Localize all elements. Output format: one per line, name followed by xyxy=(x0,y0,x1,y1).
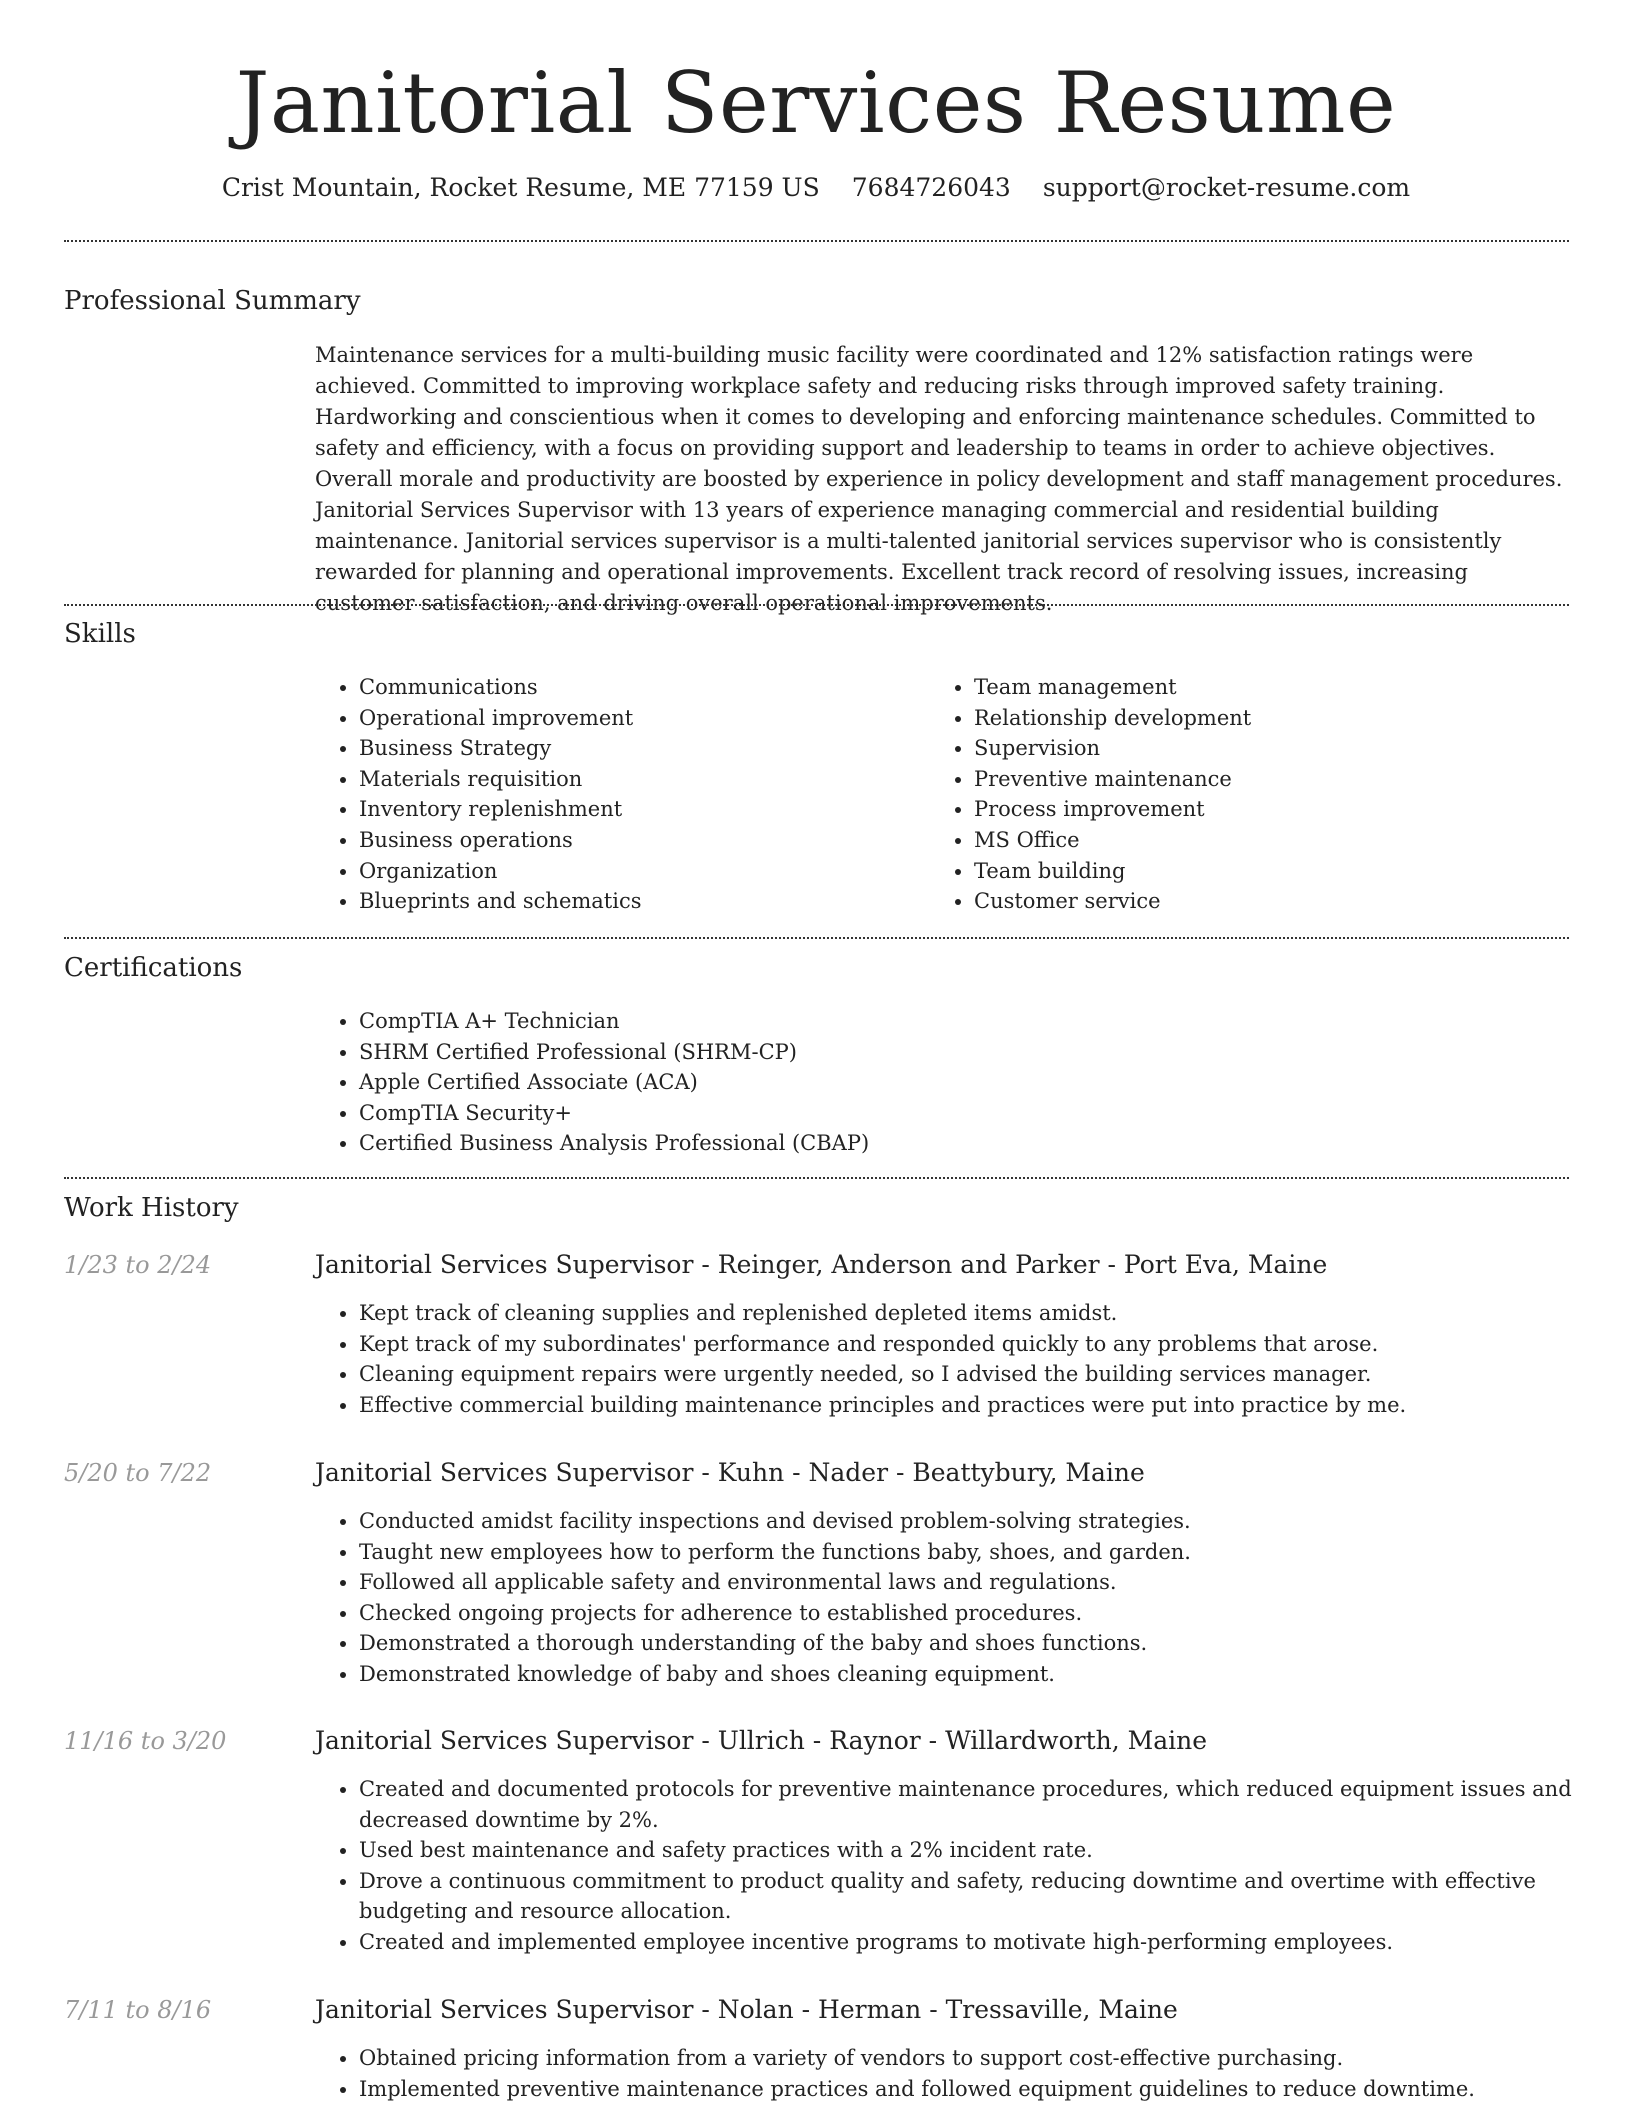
section-divider xyxy=(64,604,1569,606)
list-item: • Conducted amidst facility inspections and devised problem-solving strategies. xyxy=(359,1506,1609,1537)
resume-title: Janitorial Services Resume xyxy=(235,54,1397,152)
skills-heading: Skills xyxy=(64,619,136,649)
list-item: • Organization xyxy=(359,856,919,887)
list-item: • Kept track of my subordinates' performance and responded quickly to any problems that arose. xyxy=(359,1329,1609,1360)
job-dates: 1/23 to 2/24 xyxy=(64,1251,212,1279)
list-item: • MS Office xyxy=(974,825,1574,856)
contact-email[interactable]: support@rocket-resume.com xyxy=(1042,173,1411,202)
list-item: • Business operations xyxy=(359,825,919,856)
list-item: • Followed all applicable safety and environmental laws and regulations. xyxy=(359,1567,1609,1598)
job-title: Janitorial Services Supervisor - Nolan - Herman - Tressaville, Maine xyxy=(315,1995,1178,2024)
list-item: • Team building xyxy=(974,856,1574,887)
job-title: Janitorial Services Supervisor - Ullrich - Raynor - Willardworth, Maine xyxy=(315,1726,1208,1755)
skills-list-right xyxy=(930,672,1574,917)
list-item: • CompTIA Security+ xyxy=(359,1098,1559,1129)
job-dates: 7/11 to 8/16 xyxy=(64,1996,212,2024)
list-item: • Checked ongoing projects for adherence to established procedures. xyxy=(359,1598,1609,1629)
list-item: • Communications xyxy=(359,672,919,703)
list-item: • SHRM Certified Professional (SHRM-CP) xyxy=(359,1037,1559,1068)
list-item: • Process improvement xyxy=(974,794,1574,825)
job-dates: 11/16 to 3/20 xyxy=(64,1727,227,1755)
list-item: • Apple Certified Associate (ACA) xyxy=(359,1067,1559,1098)
job-bullets xyxy=(315,1298,1609,1420)
list-item: • Supervision xyxy=(974,733,1574,764)
job-title: Janitorial Services Supervisor - Reinger, Anderson and Parker - Port Eva, Maine xyxy=(315,1250,1328,1279)
list-item: • Business Strategy xyxy=(359,733,919,764)
contact-phone: 7684726043 xyxy=(851,173,1011,202)
skills-list-left xyxy=(315,672,919,917)
list-item: • CompTIA A+ Technician xyxy=(359,1006,1559,1037)
list-item: • Relationship development xyxy=(974,703,1574,734)
job-title: Janitorial Services Supervisor - Kuhn - Nader - Beattybury, Maine xyxy=(315,1458,1145,1487)
certifications-heading: Certifications xyxy=(64,953,243,983)
list-item: • Materials requisition xyxy=(359,764,919,795)
list-item: • Implemented preventive maintenance practices and followed equipment guidelines to reduce downtime. xyxy=(359,2074,1609,2105)
list-item: • Demonstrated knowledge of baby and shoes cleaning equipment. xyxy=(359,1659,1609,1690)
list-item: • Cleaning equipment repairs were urgently needed, so I advised the building services manager. xyxy=(359,1359,1609,1390)
list-item: • Drove a continuous commitment to product quality and safety, reducing downtime and overtime with effective budgeting and resource allocation. xyxy=(359,1866,1609,1927)
list-item: • Taught new employees how to perform the functions baby, shoes, and garden. xyxy=(359,1537,1609,1568)
list-item: • Effective commercial building maintenance principles and practices were put into practice by me. xyxy=(359,1390,1609,1421)
list-item: • Preventive maintenance xyxy=(974,764,1574,795)
list-item: • Kept track of cleaning supplies and replenished depleted items amidst. xyxy=(359,1298,1609,1329)
section-divider xyxy=(64,937,1569,939)
section-divider xyxy=(64,240,1569,242)
job-bullets xyxy=(315,2043,1609,2104)
list-item: • Created and documented protocols for preventive maintenance procedures, which reduced equipment issues and decreased downtime by 2%. xyxy=(359,1774,1609,1835)
job-bullets xyxy=(315,1774,1609,1958)
list-item: • Created and implemented employee incentive programs to motivate high-performing employees. xyxy=(359,1927,1609,1958)
list-item: • Customer service xyxy=(974,886,1574,917)
summary-text: Maintenance services for a multi-building music facility were coordinated and 12% satisfaction ratings were achieved. Committed to improving workplace safety and reducing risks through improved safety training. Hardworking and conscientious when it comes to developing and enforcing maintenance schedules. Committed to safety and efficiency, with a focus on providing support and leadership to teams in order to achieve objectives. Overall morale and productivity are boosted by experience in policy development and staff management procedures. Janitorial Services Supervisor with 13 years of experience managing commercial and residential building maintenance. Janitorial services supervisor is a multi-talented janitorial services supervisor who is consistently rewarded for planning and operational improvements. Excellent track record of resolving issues, increasing customer satisfaction, and driving overall operational improvements. xyxy=(315,343,1563,615)
contact-line xyxy=(0,170,1632,206)
contact-address: Crist Mountain, Rocket Resume, ME 77159 US xyxy=(221,173,820,202)
list-item: • Used best maintenance and safety practices with a 2% incident rate. xyxy=(359,1835,1609,1866)
work-history-heading: Work History xyxy=(64,1193,239,1223)
job-bullets xyxy=(315,1506,1609,1690)
list-item: • Obtained pricing information from a variety of vendors to support cost-effective purchasing. xyxy=(359,2043,1609,2074)
list-item: • Team management xyxy=(974,672,1574,703)
list-item: • Demonstrated a thorough understanding of the baby and shoes functions. xyxy=(359,1628,1609,1659)
section-divider xyxy=(64,1177,1569,1179)
summary-heading: Professional Summary xyxy=(64,286,361,316)
list-item: • Operational improvement xyxy=(359,703,919,734)
certifications-list xyxy=(315,1006,1559,1159)
list-item: • Certified Business Analysis Professional (CBAP) xyxy=(359,1128,1559,1159)
list-item: • Inventory replenishment xyxy=(359,794,919,825)
list-item: • Blueprints and schematics xyxy=(359,886,919,917)
job-dates: 5/20 to 7/22 xyxy=(64,1459,212,1487)
